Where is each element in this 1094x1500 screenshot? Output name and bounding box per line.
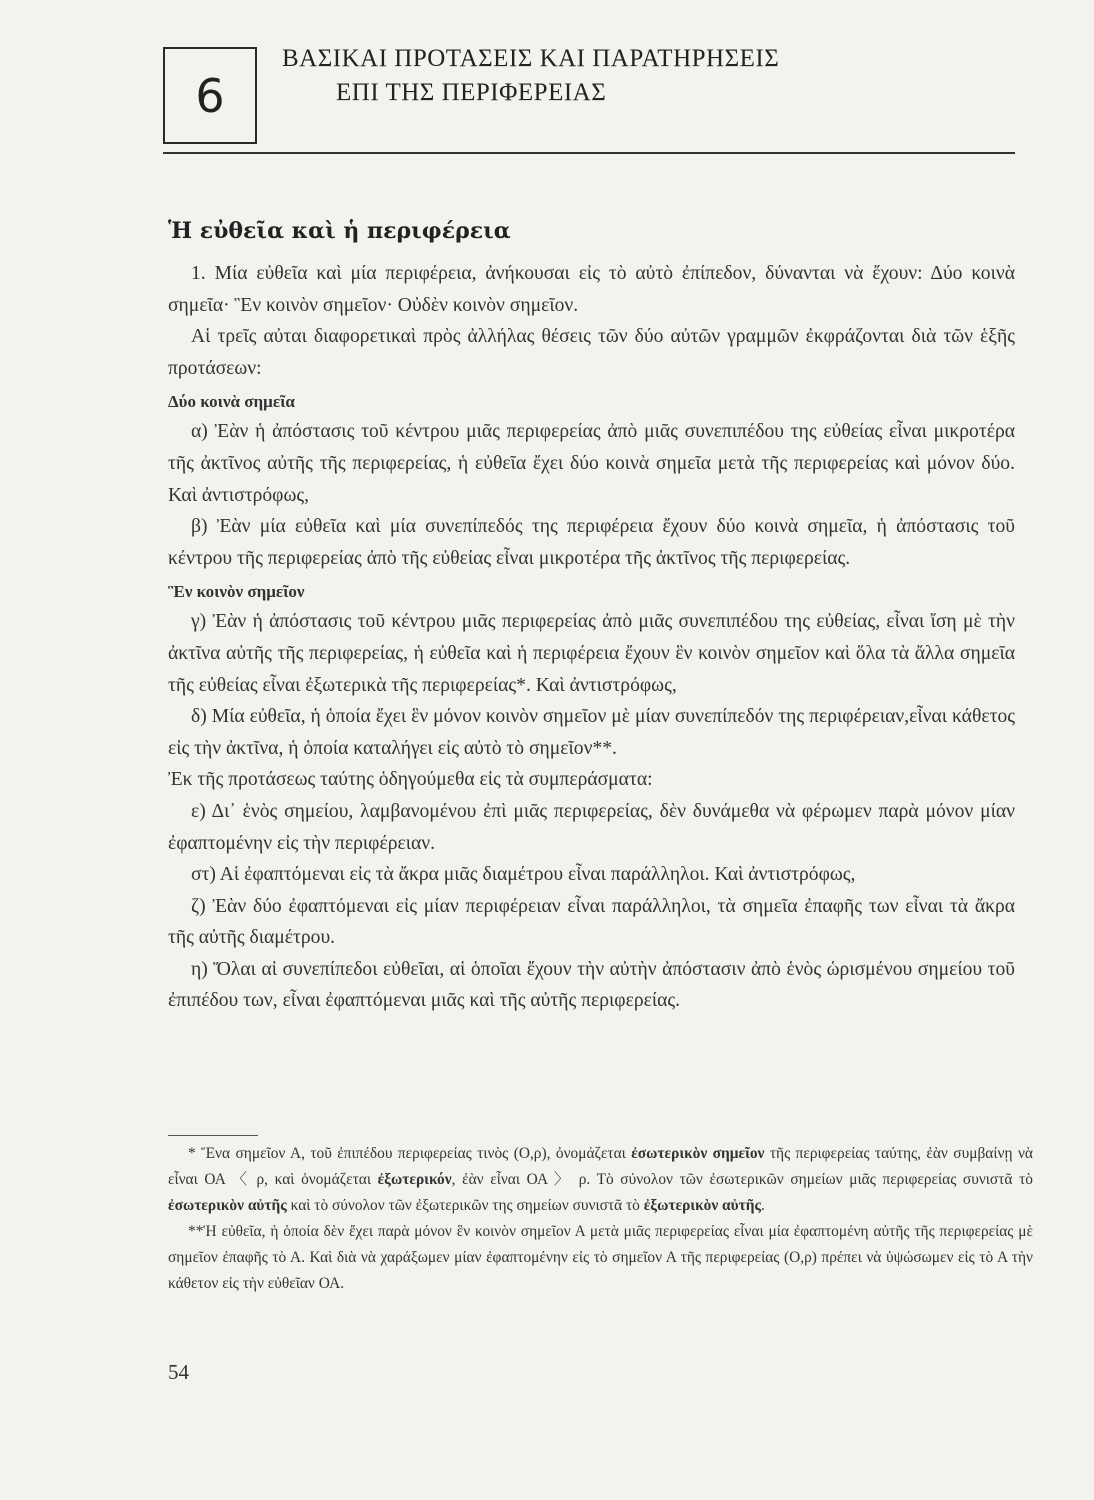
chapter-title-line-2: ΕΠΙ ΤΗΣ ΠΕΡΙΦΕΡΕΙΑΣ (336, 79, 607, 106)
subheading-one-point: Ἓν κοινὸν σημεῖον (168, 582, 305, 602)
footnote-1-text-b: τῆς περιφερείας ταύτης, ἐὰν συμβαίνῃ νὰ εἶναι ΟΑ 〈 ρ, καὶ ὀνομάζεται (168, 1145, 1033, 1188)
section-title: Ἡ εὐθεῖα καὶ ἡ περιφέρεια (168, 218, 511, 244)
corollary-h: η) Ὅλαι αἱ συνεπίπεδοι εὐθεῖαι, αἱ ὁποῖαι ἔχουν τὴν αὐτὴν ἀπόστασιν ἀπὸ ἑνὸς ὡρισμένου σημείου τοῦ ἐπιπέδου των, εἶναι ἐφαπτόμεναι μιᾶς καὶ τῆς αὐτῆς περιφερείας. (168, 958, 1015, 1012)
footnote-1-text-d: καὶ τὸ σύνολον τῶν ἐξωτερικῶν της σημείων συνιστᾶ τὸ (286, 1197, 644, 1214)
paragraph-2: Αἱ τρεῖς αὐται διαφορετικαὶ πρὸς ἀλλήλας θέσεις τῶν δύο αὐτῶν γραμμῶν ἐκφράζονται διὰ τῶν ἑξῆς προτάσεων: (168, 326, 1015, 379)
footnote-1 (168, 1141, 1033, 1219)
body-text (168, 258, 1015, 1017)
page-number: 54 (168, 1360, 189, 1384)
footnote-1-term-interior: ἐσωτερικὸν αὐτῆς (168, 1197, 287, 1214)
footnote-1-term-interior-point: ἐσωτερικὸν σημεῖον (631, 1145, 765, 1162)
corollary-z: ζ) Ἐὰν δύο ἐφαπτόμεναι εἰς μίαν περιφέρειαν εἶναι παράλληλοι, τὰ σημεῖα ἐπαφῆς των εἶναι τὰ ἄκρα τῆς αὐτῆς διαμέτρου. (168, 895, 1015, 949)
corollary-e: ε) Δι᾽ ἑνὸς σημείου, λαμβανομένου ἐπὶ μιᾶς περιφερείας, δὲν δυνάμεθα νὰ φέρωμεν παρὰ μόνον μίαν ἐφαπτομένην εἰς τὴν περιφέρειαν. (168, 800, 1015, 854)
footnote-1-term-exterior-set: ἐξωτερικὸν αὐτῆς (643, 1197, 761, 1214)
footnote-1-text-a: * Ἕνα σημεῖον Α, τοῦ ἐπιπέδου περιφερείας τινὸς (Ο,ρ), ὀνομάζεται (188, 1145, 632, 1162)
footnotes (168, 1141, 1033, 1297)
chapter-number-box (163, 47, 257, 144)
conclusion-intro: Ἐκ τῆς προτάσεως ταύτης ὁδηγούμεθα εἰς τὰ συμπεράσματα: (168, 769, 653, 791)
chapter-title-line-1: ΒΑΣΙΚΑΙ ΠΡΟΤΑΣΕΙΣ ΚΑΙ ΠΑΡΑΤΗΡΗΣΕΙΣ (282, 45, 780, 72)
footnote-divider (168, 1135, 258, 1136)
proposition-a: α) Ἐὰν ἡ ἀπόστασις τοῦ κέντρου μιᾶς περιφερείας ἀπὸ μιᾶς συνεπιπέδου της εὐθείας εἶναι μικροτέρα τῆς ἀκτῖνος αὐτῆς τῆς περιφερείας, ἡ εὐθεῖα ἔχει δύο κοινὰ σημεῖα μετὰ τῆς περιφερείας καὶ μόνον δύο. Καὶ ἀντιστρόφως, (168, 421, 1015, 506)
footnote-1-term-exterior: ἐξωτερικόν (377, 1171, 452, 1188)
footnote-2: **Ἡ εὐθεῖα, ἡ ὁποία δὲν ἔχει παρὰ μόνον ἓν κοινὸν σημεῖον Α μετὰ μιᾶς περιφερείας εἶναι μία ἐφαπτομένη αὐτῆς τῆς περιφερείας μὲ σημεῖον ἐπαφῆς τὸ Α. Καὶ διὰ νὰ χαράξωμεν μίαν ἐφαπτομένην εἰς τὸ σημεῖον Α τῆς περιφερείας (Ο,ρ) πρέπει νὰ ὑψώσωμεν εἰς τὸ Α τὴν κάθετον εἰς τὴν εὐθεῖαν ΟΑ. (168, 1223, 1033, 1292)
footnote-1-text-e: . (760, 1197, 765, 1214)
proposition-c: γ) Ἐὰν ἡ ἀπόστασις τοῦ κέντρου μιᾶς περιφερείας ἀπὸ μιᾶς συνεπιπέδου της εὐθείας, εἶναι ἴση μὲ τὴν ἀκτῖνα αὐτῆς τῆς περιφερείας, ἡ εὐθεῖα καὶ ἡ περιφέρεια ἔχουν ἓν κοινὸν σημεῖον καὶ ὅλα τὰ ἄλλα σημεῖα τῆς εὐθείας εἶναι ἐξωτερικὰ τῆς περιφερείας*. Καὶ ἀντιστρόφως, (168, 611, 1015, 696)
header-divider (163, 152, 1015, 154)
chapter-title (282, 42, 1002, 110)
footnote-1-text-c: , ἐὰν εἶναι ΟΑ 〉 ρ. Τὸ σύνολον τῶν ἐσωτερικῶν σημείων μιᾶς περιφερείας συνιστᾶ τὸ (451, 1171, 1033, 1188)
subheading-two-points: Δύο κοινὰ σημεῖα (168, 392, 295, 412)
corollary-st: στ) Αἱ ἐφαπτόμεναι εἰς τὰ ἄκρα μιᾶς διαμέτρου εἶναι παράλληλοι. Καὶ ἀντιστρόφως, (191, 864, 856, 886)
proposition-d: δ) Μία εὐθεῖα, ἡ ὁποία ἔχει ἓν μόνον κοινὸν σημεῖον μὲ μίαν συνεπίπεδόν της περιφέρειαν,εἶναι κάθετος εἰς τὴν ἀκτῖνα, ἡ ὁποία καταλήγει εἰς αὐτὸ τὸ σημεῖον**. (168, 706, 1015, 759)
chapter-number: 6 (195, 68, 225, 123)
paragraph-1: 1. Μία εὐθεῖα καὶ μία περιφέρεια, ἀνήκουσαι εἰς τὸ αὐτὸ ἐπίπεδον, δύνανται νὰ ἔχουν: Δύο κοινὰ σημεῖα· Ἓν κοινὸν σημεῖον· Οὐδὲν κοινὸν σημεῖον. (168, 263, 1015, 316)
proposition-b: β) Ἐὰν μία εὐθεῖα καὶ μία συνεπίπεδός της περιφέρεια ἔχουν δύο κοινὰ σημεῖα, ἡ ἀπόστασις τοῦ κέντρου τῆς περιφερείας ἀπὸ τῆς εὐθείας εἶναι μικροτέρα τῆς ἀκτῖνος τῆς περιφερείας. (168, 516, 1015, 569)
